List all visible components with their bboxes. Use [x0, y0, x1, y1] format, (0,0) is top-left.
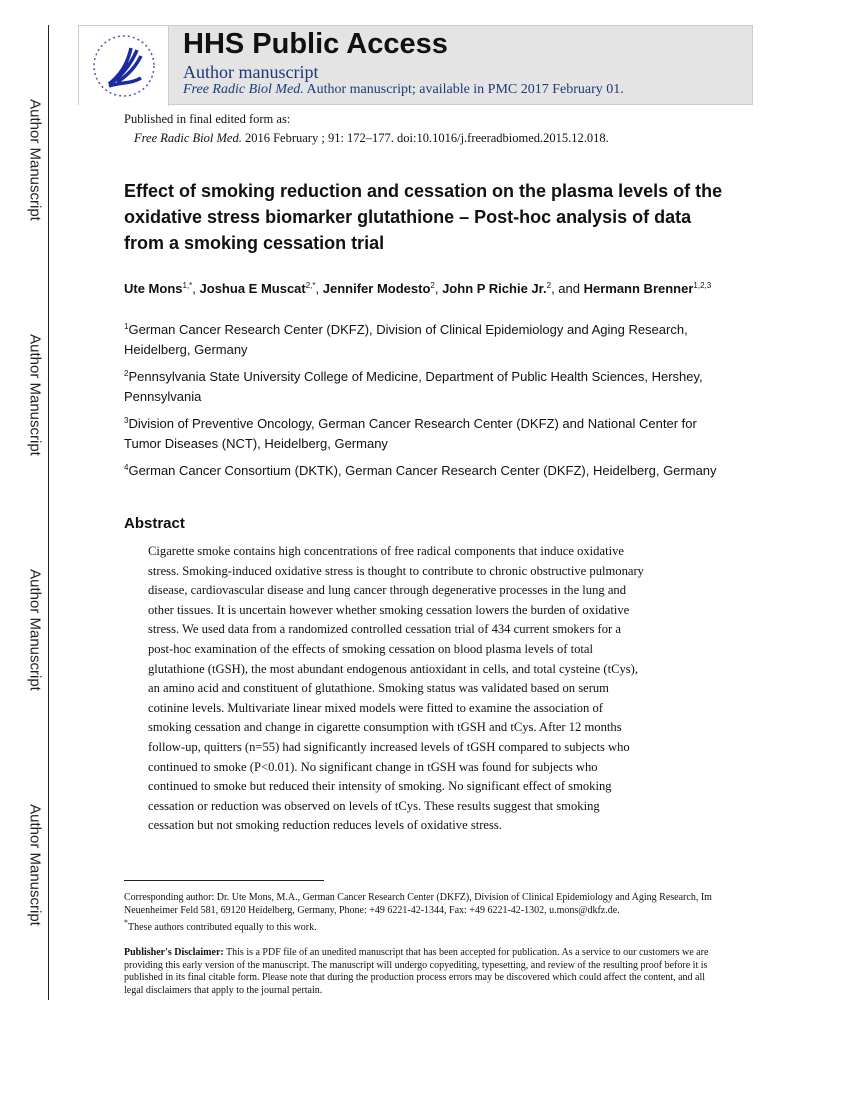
sidebar-label: Author Manuscript — [26, 569, 44, 691]
footnote-rule — [124, 880, 324, 881]
sidebar-label: Author Manuscript — [26, 804, 44, 926]
published-citation: Published in final edited form as: Free Radic Biol Med. 2016 February ; 91: 172–177. doi:10.1016/j.freeradbiomed.2015.12.018. — [124, 112, 609, 145]
abstract-body: Cigarette smoke contains high concentrations of free radical components that induce oxidative stress. Smoking-induced oxidative stress is thought to contribute to chronic obstructive pulmonary disease, cardiovascular disease and lung cancer through degenerative processes in the lung and other tissues. It is uncertain however whether smoking cessation lowers the burden of oxidative stress. We used data from a randomized controlled cessation trial of 434 current smokers for a post-hoc examination of the effects of smoking cessation on blood plasma levels of total glutathione (tGSH), the most abundant endogenous antioxidant in cells, and total cysteine (tCys), an amino acid and constituent of glutathione. Smoking status was validated based on serum cotinine levels. Multivariate linear mixed models were fitted to examine the association of smoking cessation and change in cigarette consumption with tGSH and tCys. After 12 months follow-up, quitters (n=55) had significantly increased levels of tGSH compared to subjects who continued to smoke (P<0.01). No significant change in tGSH was found for subjects who continued to smoke but reduced their intensity of smoking. No significant effect of smoking cessation or reduction was observed on levels of tCys. These results suggest that smoking cessation but not smoking reduction reduces levels of oxidative stress. — [148, 544, 644, 833]
hhs-eagle-logo-icon — [79, 26, 169, 106]
affiliation: $^4$German Cancer Consortium (DKTK), German Cancer Research Center (DKFZ), Heidelberg, Germany — [124, 463, 717, 478]
hhs-title: HHS Public Access — [183, 28, 448, 60]
sidebar-label: Author Manuscript — [26, 99, 44, 221]
availability-note: Free Radic Biol Med. Author manuscript; available in PMC 2017 February 01. — [183, 82, 624, 97]
affiliation: $^3$Division of Preventive Oncology, German Cancer Research Center (DKFZ) and National Center for Tumor Diseases (NCT), Heidelberg, Germany — [124, 416, 697, 451]
affiliation: $^1$German Cancer Research Center (DKFZ), Division of Clinical Epidemiology and Aging Research, Heidelberg, Germany — [124, 322, 688, 357]
publisher-disclaimer: Publisher's Disclaimer: This is a PDF file of an unedited manuscript that has been accepted for publication. As a service to our customers we are providing this early version of the manuscript. The manuscript will undergo copyediting, typesetting, and review of the resulting proof before it is published in its final citable form. Please note that during the production process errors may be discovered which could affect the content, and all legal disclaimers that apply to the journal pertain. — [124, 947, 709, 996]
sidebar-label: Author Manuscript — [26, 334, 44, 456]
margin-rule — [48, 25, 49, 1000]
affiliation: $^2$Pennsylvania State University College of Medicine, Department of Public Health Sciences, Hershey, Pennsylvania — [124, 369, 703, 404]
manuscript-type: Author manuscript — [183, 62, 319, 82]
paper-title: Effect of smoking reduction and cessation on the plasma levels of the oxidative stress biomarker glutathione – Post-hoc analysis of data from a smoking cessation trial — [124, 181, 723, 253]
author-list: Ute Mons$^{1,*}$, Joshua E Muscat$^{2,*}$, Jennifer Modesto$^2$, John P Richie Jr.$^2$, and Hermann Brenner$^{1,2,3}$ — [124, 281, 712, 296]
footnotes: Corresponding author: Dr. Ute Mons, M.A., German Cancer Research Center (DKFZ), Division of Clinical Epidemiology and Aging Research, Im Neuenheimer Feld 581, 69120 Heidelberg, Germany, Phone: +49 6221-42-1344, Fax: +49 6221-42-1302, u.mons@dkfz.de. *These authors contributed equally to this work. — [124, 892, 712, 933]
abstract-heading: Abstract — [124, 515, 185, 532]
hhs-header — [78, 25, 753, 105]
